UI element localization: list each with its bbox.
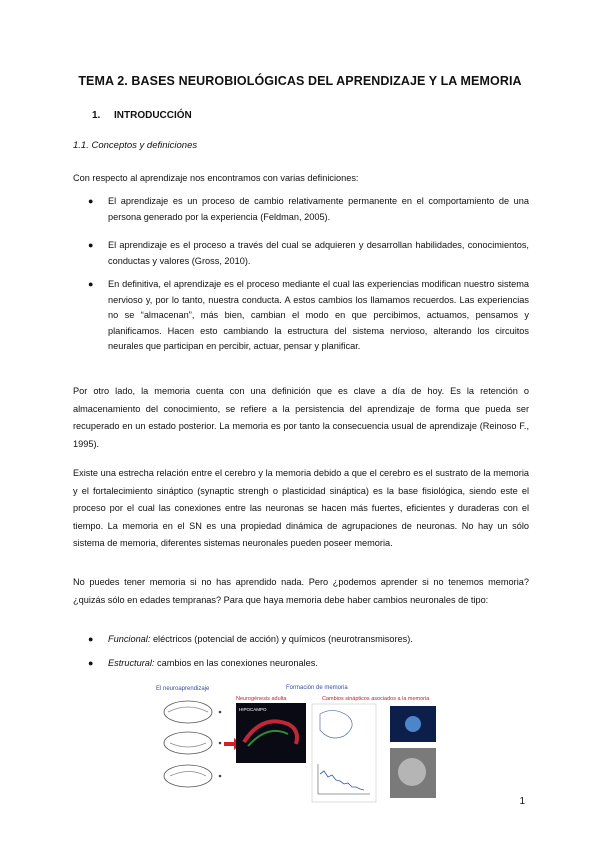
bullet-icon: ● (88, 196, 94, 206)
bullet-text: En definitiva, el aprendizaje es el proceso mediante el cual las experiencias modifican nuestro sistema nervioso y, por lo tanto, nuestra conducta. A estos cambios los llamamos recuerdos. Las experiencias no se “almacenan”, más bien, cambian el modo en que percibimos, actuamos, pensamos y planificamos. Hacen esto cambiando la estructura del sistema nervioso, alterando los circuitos neurales que participan en percibir, actuar, pensar y planificar. (108, 279, 529, 351)
memory-paragraph: Por otro lado, la memoria cuenta con una definición que es clave a día de hoy. Es la retención o almacenamiento del conocimiento, se refiere a la persistencia del aprendizaje de forma que pueda ser recuperado en un estado posterior. La memoria es por tanto la consecuencia usual de aprendizaje (Reinoso F., 1995). (73, 386, 529, 449)
bullet-text: El aprendizaje es el proceso a través del cual se adquieren y desarrollan habilidades, conocimientos, conductas y valores (Gross, 2010). (108, 240, 529, 266)
section-label: INTRODUCCIÓN (114, 110, 192, 121)
figure-label-left: El neuroaprendizaje (156, 686, 210, 692)
section-heading (92, 110, 192, 121)
document-title: TEMA 2. BASES NEUROBIOLÓGICAS DEL APRENDIZAJE Y LA MEMORIA (78, 74, 522, 88)
definition-bullet (88, 194, 529, 225)
brain-sketch (164, 765, 212, 787)
change-type-bullet (88, 632, 529, 648)
bullet-text: El aprendizaje es un proceso de cambio relativamente permanente en el comportamiento de una persona generado por la experiencia (Feldman, 2005). (108, 196, 529, 222)
definition-bullet (88, 238, 529, 269)
figure-label-synaptic: Cambios sinápticos asociados a la memoria (322, 696, 430, 702)
change-type-label: Funcional: (108, 634, 151, 644)
hippocampus-label: HIPOCAMPO (239, 707, 267, 712)
change-type-text: cambios en las conexiones neuronales. (154, 658, 318, 668)
bullet-icon: ● (88, 240, 94, 250)
figure-label-mid: Formación de memoria (286, 685, 348, 691)
intro-paragraph: Con respecto al aprendizaje nos encontramos con varias definiciones: (73, 173, 359, 183)
figure-label-neurogenesis: Neurogénesis adulta (236, 696, 287, 702)
brain-paragraph: Existe una estrecha relación entre el cerebro y la memoria debido a que el cerebro es el sustrato de la memoria y el fortalecimiento sináptico (synaptic strengh o plasticidad sináptica) es la base fisiológica, siendo este el proceso por el cual las conexiones entre las neuronas se hacen más fuertes, eficientes y duraderas con el tiempo. La memoria en el SN es una propiedad dinámica de agrupaciones de neuronas. No hay un sólo sistema de memoria, diferentes sistemas neuronales pueden poseer memoria. (73, 468, 529, 548)
brain-sketch-group (164, 701, 212, 787)
page-number: 1 (519, 796, 525, 807)
question-paragraph: No puedes tener memoria si no has aprendido nada. Pero ¿podemos aprender si no tenemos memoria? ¿quizás sólo en edades tempranas? Para que haya memoria debe haber cambios neuronales de tipo: (73, 577, 529, 605)
learning-memory-figure (152, 684, 448, 808)
stage-markers (219, 711, 222, 778)
brain-sketch (164, 732, 212, 754)
change-type-text: eléctricos (potencial de acción) y químicos (neurotransmisores). (150, 634, 413, 644)
synaptic-diagram-panel (312, 704, 376, 802)
bullet-icon: ● (88, 634, 94, 644)
subsection-heading: 1.1. Conceptos y definiciones (73, 140, 198, 151)
section-number: 1. (92, 110, 101, 121)
change-type-bullet (88, 656, 529, 672)
bullet-icon: ● (88, 658, 94, 668)
bullet-icon: ● (88, 279, 94, 289)
definition-bullet (88, 277, 529, 355)
brain-sketch (164, 701, 212, 723)
change-type-label: Estructural: (108, 658, 155, 668)
